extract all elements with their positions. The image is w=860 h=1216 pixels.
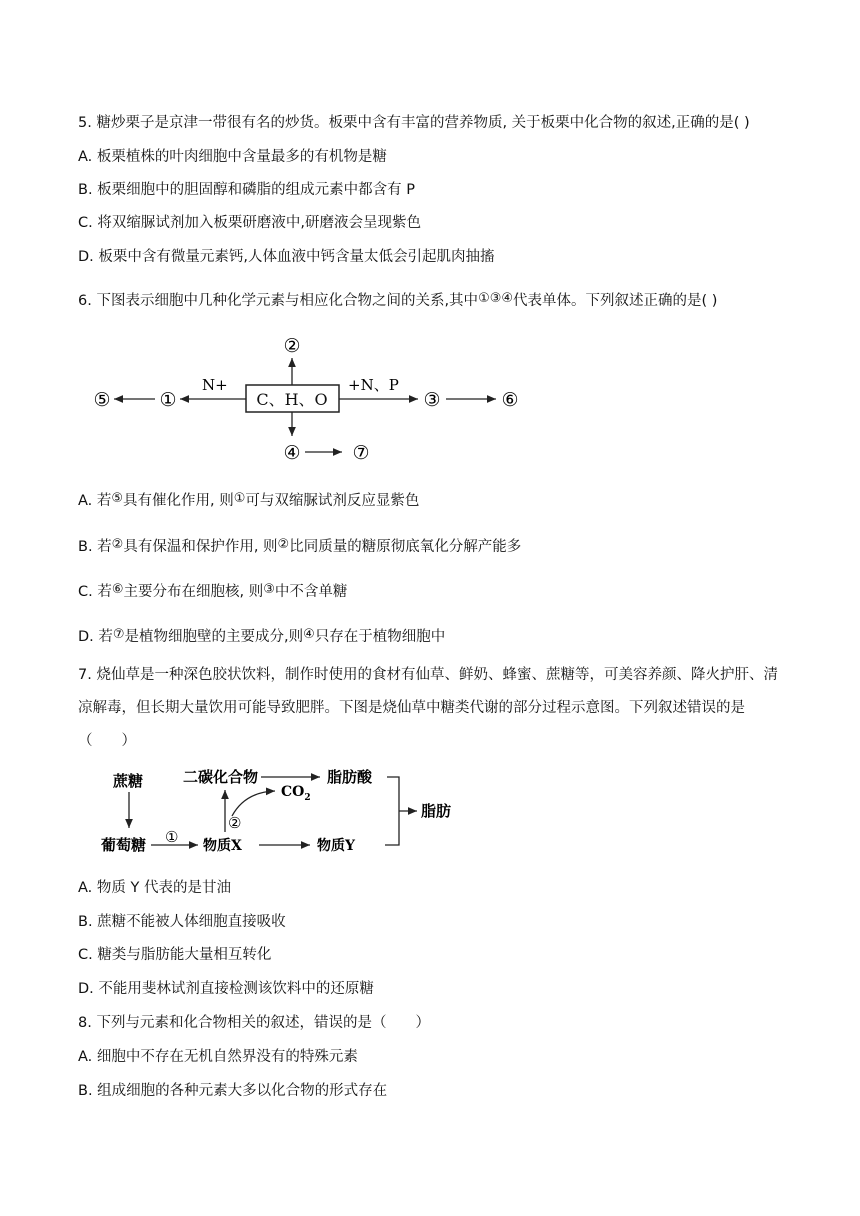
question-6-option-c [78, 580, 347, 602]
question-6-monomer-marks: ①③④ [478, 291, 514, 306]
question-7-stem: 7. 烧仙草是一种深色胶状饮料，制作时使用的食材有仙草、鲜奶、蜂蜜、蔗糖等，可美容养颜、降火护肝、清凉解毒，但长期大量饮用可能导致肥胖。下图是烧仙草中糖类代谢的部分过程示意图。下列叙述错误的是（ ） [78, 667, 778, 749]
question-6-stem-start: 6. 下图表示细胞中几种化学元素与相应化合物之间的关系,其中 [78, 293, 479, 309]
node-2: ② [283, 335, 301, 357]
question-8-option-b: B. 组成细胞的各种元素大多以化合物的形式存在 [78, 1083, 388, 1099]
question-6-option-a [78, 489, 419, 511]
question-6-stem-end: 代表单体。下列叙述正确的是( ) [513, 293, 718, 309]
question-5-option-c: C. 将双缩脲试剂加入板栗研磨液中,研磨液会呈现紫色 [78, 215, 421, 231]
option-text: 具有催化作用, 则 [123, 493, 234, 509]
question-7-option-a: A. 物质 Y 代表的是甘油 [78, 880, 231, 896]
arrow-to-co2 [232, 791, 275, 816]
left-label: N+ [202, 376, 228, 394]
option-mark: ⑦ [112, 627, 125, 642]
option-text: 具有保温和保护作用, 则 [123, 539, 278, 555]
option-text: 主要分布在细胞核, 则 [123, 584, 264, 600]
option-mark: ② [111, 537, 124, 552]
element-compound-diagram [80, 328, 540, 468]
option-mark: ④ [303, 627, 315, 642]
question-7-option-c: C. 糖类与脂肪能大量相互转化 [78, 947, 272, 963]
question-7-option-b: B. 蔗糖不能被人体细胞直接吸收 [78, 914, 286, 930]
node-4: ④ [283, 442, 301, 464]
right-label: +N、P [348, 376, 399, 394]
option-mark: ② [277, 537, 290, 552]
node-6: ⑥ [501, 389, 519, 411]
option-text: D. 若 [78, 629, 113, 645]
node-7: ⑦ [352, 442, 370, 464]
option-text: 是植物细胞壁的主要成分,则 [124, 629, 304, 645]
node-5: ⑤ [93, 389, 111, 411]
option-mark: ③ [263, 582, 275, 597]
question-5-option-d: D. 板栗中含有微量元素钙,人体血液中钙含量太低会引起肌肉抽搐 [78, 249, 495, 265]
bracket [385, 777, 399, 845]
question-6-option-b [78, 535, 521, 557]
fat-label: 脂肪 [421, 802, 452, 820]
step-1-label: ① [165, 828, 179, 846]
option-mark: ⑥ [111, 582, 124, 597]
sugar-metabolism-diagram [95, 766, 475, 862]
two-carbon-compound-label: 二碳化合物 [183, 768, 259, 786]
question-6-option-d [78, 625, 445, 647]
co2-label: $CO_2$ [281, 784, 311, 803]
glucose-label: 葡萄糖 [101, 836, 147, 854]
question-6-stem [78, 289, 717, 311]
substance-x-label: 物质X [203, 838, 242, 854]
option-text: B. 若 [78, 539, 112, 555]
option-text: C. 若 [78, 584, 112, 600]
question-8-option-a: A. 细胞中不存在无机自然界没有的特殊元素 [78, 1049, 358, 1065]
option-text: 中不含单糖 [274, 584, 348, 600]
node-1: ① [159, 389, 177, 411]
question-7-option-d: D. 不能用斐林试剂直接检测该饮料中的还原糖 [78, 981, 374, 997]
step-2-label: ② [228, 814, 242, 832]
option-mark: ⑤ [111, 491, 124, 506]
option-text: 只存在于植物细胞中 [314, 629, 446, 645]
option-text: 可与双缩脲试剂反应显紫色 [245, 493, 420, 509]
question-8-stem: 8. 下列与元素和化合物相关的叙述，错误的是（ ） [78, 1015, 430, 1031]
fatty-acid-label: 脂肪酸 [327, 768, 373, 786]
node-3: ③ [423, 389, 441, 411]
option-text: A. 若 [78, 493, 112, 509]
option-mark: ① [233, 491, 246, 506]
substance-y-label: 物质Y [317, 838, 355, 854]
question-5-stem: 5. 糖炒栗子是京津一带很有名的炒货。板栗中含有丰富的营养物质, 关于板栗中化合物的叙述,正确的是( ) [78, 115, 750, 131]
element-box-label: C、H、O [256, 390, 328, 409]
question-5-option-b: B. 板栗细胞中的胆固醇和磷脂的组成元素中都含有 P [78, 182, 416, 198]
sucrose-label: 蔗糖 [113, 772, 144, 790]
option-text: 比同质量的糖原彻底氧化分解产能多 [289, 539, 522, 555]
question-5-option-a: A. 板栗植株的叶肉细胞中含量最多的有机物是糖 [78, 149, 387, 165]
